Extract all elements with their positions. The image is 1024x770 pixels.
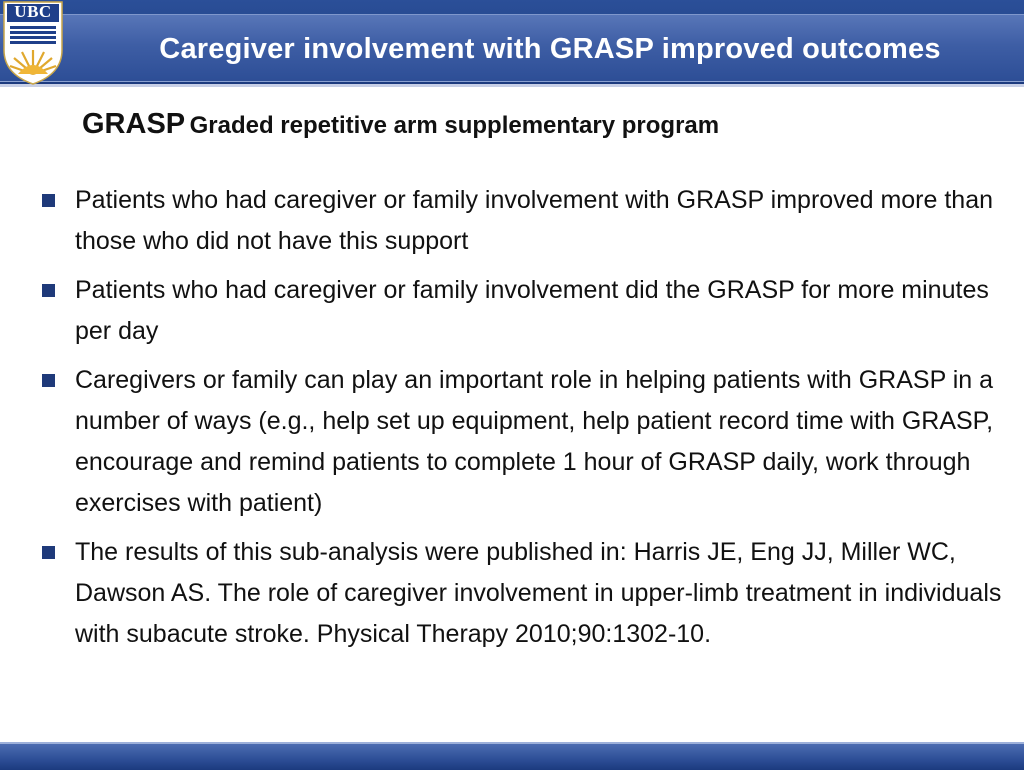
logo-text: UBC bbox=[14, 2, 52, 21]
ubc-logo bbox=[0, 0, 66, 86]
square-bullet-icon bbox=[42, 284, 55, 297]
slide-title: Caregiver involvement with GRASP improved outcomes bbox=[159, 32, 941, 65]
slide-subtitle bbox=[82, 108, 982, 141]
header-divider bbox=[0, 84, 1024, 87]
bullet-text: Patients who had caregiver or family involvement with GRASP improved more than those who did not have this support bbox=[75, 186, 994, 255]
bullet-text: The results of this sub-analysis were published in: Harris JE, Eng JJ, Miller WC, Dawson AS. The role of caregiver involvement in upper-limb treatment in individuals with subacute stroke. Physical Therapy 2010;90:1302-10. bbox=[75, 538, 1002, 648]
bullet-item bbox=[40, 360, 1014, 524]
bullet-list bbox=[40, 180, 1014, 663]
bullet-text: Caregivers or family can play an important role in helping patients with GRASP in a number of ways (e.g., help set up equipment, help patient record time with GRASP, encourage and remind patients to complete 1 hour of GRASP daily, work through exercises with patient) bbox=[75, 366, 994, 517]
subtitle-acronym: GRASP bbox=[82, 108, 186, 140]
subtitle-full-name: Graded repetitive arm supplementary program bbox=[189, 112, 720, 139]
square-bullet-icon bbox=[42, 374, 55, 387]
bullet-text: Patients who had caregiver or family involvement did the GRASP for more minutes per day bbox=[75, 276, 989, 345]
bullet-item bbox=[40, 532, 1014, 655]
bullet-item bbox=[40, 180, 1014, 262]
bullet-item bbox=[40, 270, 1014, 352]
square-bullet-icon bbox=[42, 194, 55, 207]
square-bullet-icon bbox=[42, 546, 55, 559]
footer-bar bbox=[0, 742, 1024, 770]
